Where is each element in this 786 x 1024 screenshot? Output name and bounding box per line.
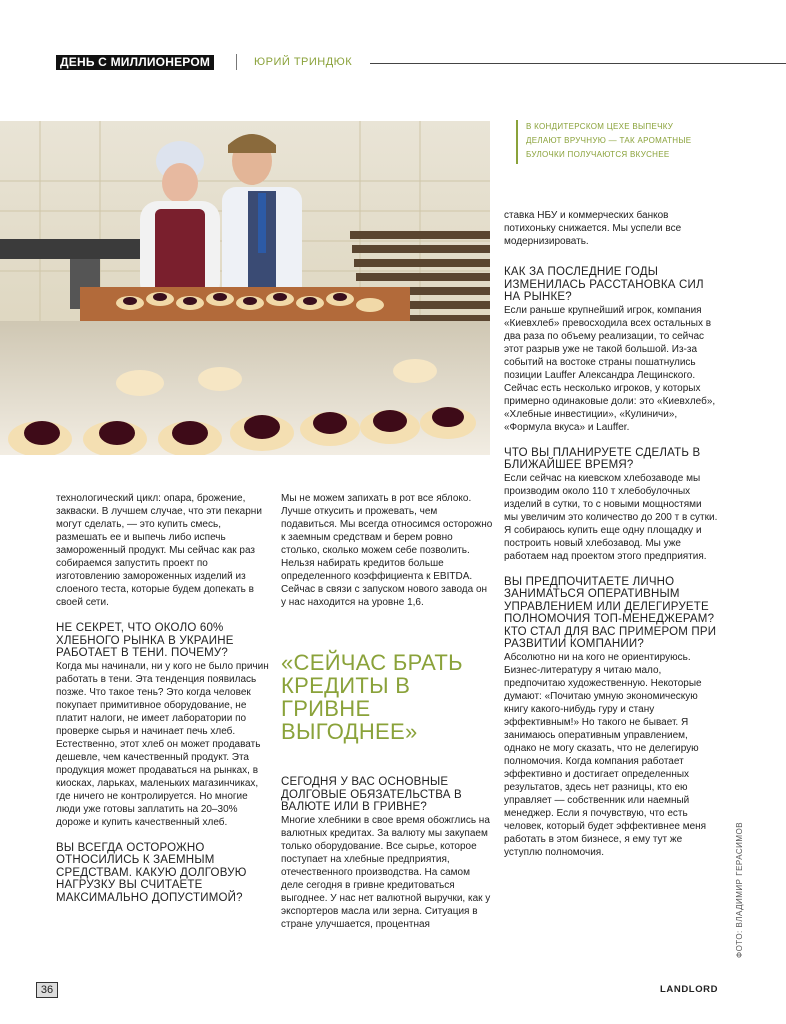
author-name: ЮРИЙ ТРИНДЮК [254,56,353,68]
header-rule [370,63,786,64]
interview-question: ЧТО ВЫ ПЛАНИРУЕТЕ СДЕЛАТЬ В БЛИЖАЙШЕЕ ВРЕМЯ? [504,446,701,471]
section-title: ДЕНЬ С МИЛЛИОНЕРОМ [56,55,214,70]
bakery-photo-illustration [0,121,490,455]
interview-question: ВЫ ПРЕДПОЧИТАЕТЕ ЛИЧНО ЗАНИМАТЬСЯ ОПЕРАТИВНЫМ УПРАВЛЕНИЕМ ИЛИ ДЕЛЕГИРУЕТЕ ПОЛНОМОЧИЯ ТОП-МЕНЕДЖЕРАМ? КТО СТАЛ ДЛЯ ВАС ПРИМЕРОМ ПРИ РАЗВИТИИ КОМПАНИИ? [504,575,717,650]
body-paragraph: Мы не можем запихать в рот все яблоко. Лучше откусить и прожевать, чем подавиться. Мы всегда относимся осторожно к заемным средствам и берем ровно столько, сколько можем себе позволить. Нельзя набирать кредитов больше определенного коэффициента к EBITDA. Сейчас в связи с запуском нового завода он у нас находится на уровне 1,6. [281,493,493,608]
bakery-photo [0,121,490,455]
article-column-2-lower [281,776,493,931]
caption-line: В КОНДИТЕРСКОМ ЦЕХЕ ВЫПЕЧКУ [526,122,674,131]
interview-question: КАК ЗА ПОСЛЕДНИЕ ГОДЫ ИЗМЕНИЛАСЬ РАССТАНОВКА СИЛ НА РЫНКЕ? [504,266,704,303]
body-paragraph: Многие хлебники в свое время обожглись на валютных кредитах. За валюту мы закупаем только оборудование. Все сырье, которое поступает на хлебные предприятия, отечественного производства. На самом деле сегодня в гривне кредитоваться выгоднее. У нас нет валютной выручки, как у экспортеров масла или зерна. Ситуация в стране улучшается, процентная [281,814,491,930]
interview-question: СЕГОДНЯ У ВАС ОСНОВНЫЕ ДОЛГОВЫЕ ОБЯЗАТЕЛЬСТВА В ВАЛЮТЕ ИЛИ В ГРИВНЕ? [281,776,462,813]
caption-line: БУЛОЧКИ ПОЛУЧАЮТСЯ ВКУСНЕЕ [526,150,670,159]
article-column-1 [56,492,270,904]
pull-quote: «СЕЙЧАС БРАТЬ КРЕДИТЫ В ГРИВНЕ ВЫГОДНЕЕ» [281,650,463,744]
photo-caption [526,120,716,162]
interview-question: ВЫ ВСЕГДА ОСТОРОЖНО ОТНОСИЛИСЬ К ЗАЕМНЫМ СРЕДСТВАМ. КАКУЮ ДОЛГОВУЮ НАГРУЗКУ ВЫ СЧИТАЕТЕ МАКСИМАЛЬНО ДОПУСТИМОЙ? [56,841,247,904]
body-paragraph: Если сейчас на киевском хлебозаводе мы производим около 110 т хлебобулочных изделий в сутки, то с новыми мощностями мы увеличим это количество до 200 т в сутки. Я собираюсь купить еще одну площадку и построить новый хлебозавод. Мы уже работаем над проектом этого предприятия. [504,472,718,562]
photo-credit: ФОТО: ВЛАДИМИР ГЕРАСИМОВ [735,821,744,958]
article-column-3 [504,209,718,859]
header-divider [236,54,237,70]
body-paragraph: Если раньше крупнейший игрок, компания «Киевхлеб» превосходила всех остальных в два раза по объему реализации, то сейчас этот разрыв уже не такой большой. Из-за событий на востоке страны пошатнулись позиции Lauffer Александра Лещинского. Сейчас есть несколько игроков, у которых примерно одинаковые доли: это «Киевхлеб», «Хлебные инвестиции», «Кулиничи», «Формула вкуса» и Lauffer. [504,304,716,433]
caption-accent-bar [516,120,518,164]
interview-question: НЕ СЕКРЕТ, ЧТО ОКОЛО 60% ХЛЕБНОГО РЫНКА В УКРАИНЕ РАБОТАЕТ В ТЕНИ. ПОЧЕМУ? [56,622,234,659]
body-paragraph: ставка НБУ и коммерческих банков потихоньку снижается. Мы успели все модернизировать. [504,210,682,247]
magazine-logo: LANDLORD [660,984,719,995]
article-column-2 [281,492,493,609]
body-paragraph: Абсолютно ни на кого не ориентируюсь. Бизнес-литературу я читаю мало, предпочитаю художественную. Некоторые думают: «Почитаю умную экономическую книгу какого-нибудь гуру и стану эффективным!» Но такого не бывает. Я занимаюсь оперативным управлением, однако не могу сказать, что не делегирую полномочия. Когда компания работает эффективно и достигает определенных результатов, здесь нет разницы, кто ею управляет — собственник или наемный менеджер. Если я почувствую, что есть человек, который будет эффективнее меня работать в этом бизнесе, я ему тут же уступлю полномочия. [504,651,707,858]
body-paragraph: технологический цикл: опара, брожение, закваски. В лучшем случае, что эти пекарни могут сделать, — это купить смесь, размешать ее и выпечь либо испечь замороженный продукт. Мы сейчас как раз собираемся запустить проект по изготовлению замороженных изделий из слоеного теста, которые будем допекать в своей сети. [56,493,262,608]
caption-line: ДЕЛАЮТ ВРУЧНУЮ — ТАК АРОМАТНЫЕ [526,136,692,145]
page-number: 36 [36,982,58,998]
body-paragraph: Когда мы начинали, ни у кого не было причин работать в тени. Эта тенденция появилась позже. Что такое тень? Это когда человек покупает примитивное оборудование, не платит налоги, не имеет лаборатории по проверке сырья и начинает печь хлеб. Естественно, этот хлеб он может продавать дешевле, чем качественный продукт. Эта продукция может продаваться на рынках, в киосках, ларьках, маленьких магазинчиках, где ничего не контролируется. Но многие люди уже готовы заплатить на 20–30% дороже и купить качественный хлеб. [56,660,269,828]
